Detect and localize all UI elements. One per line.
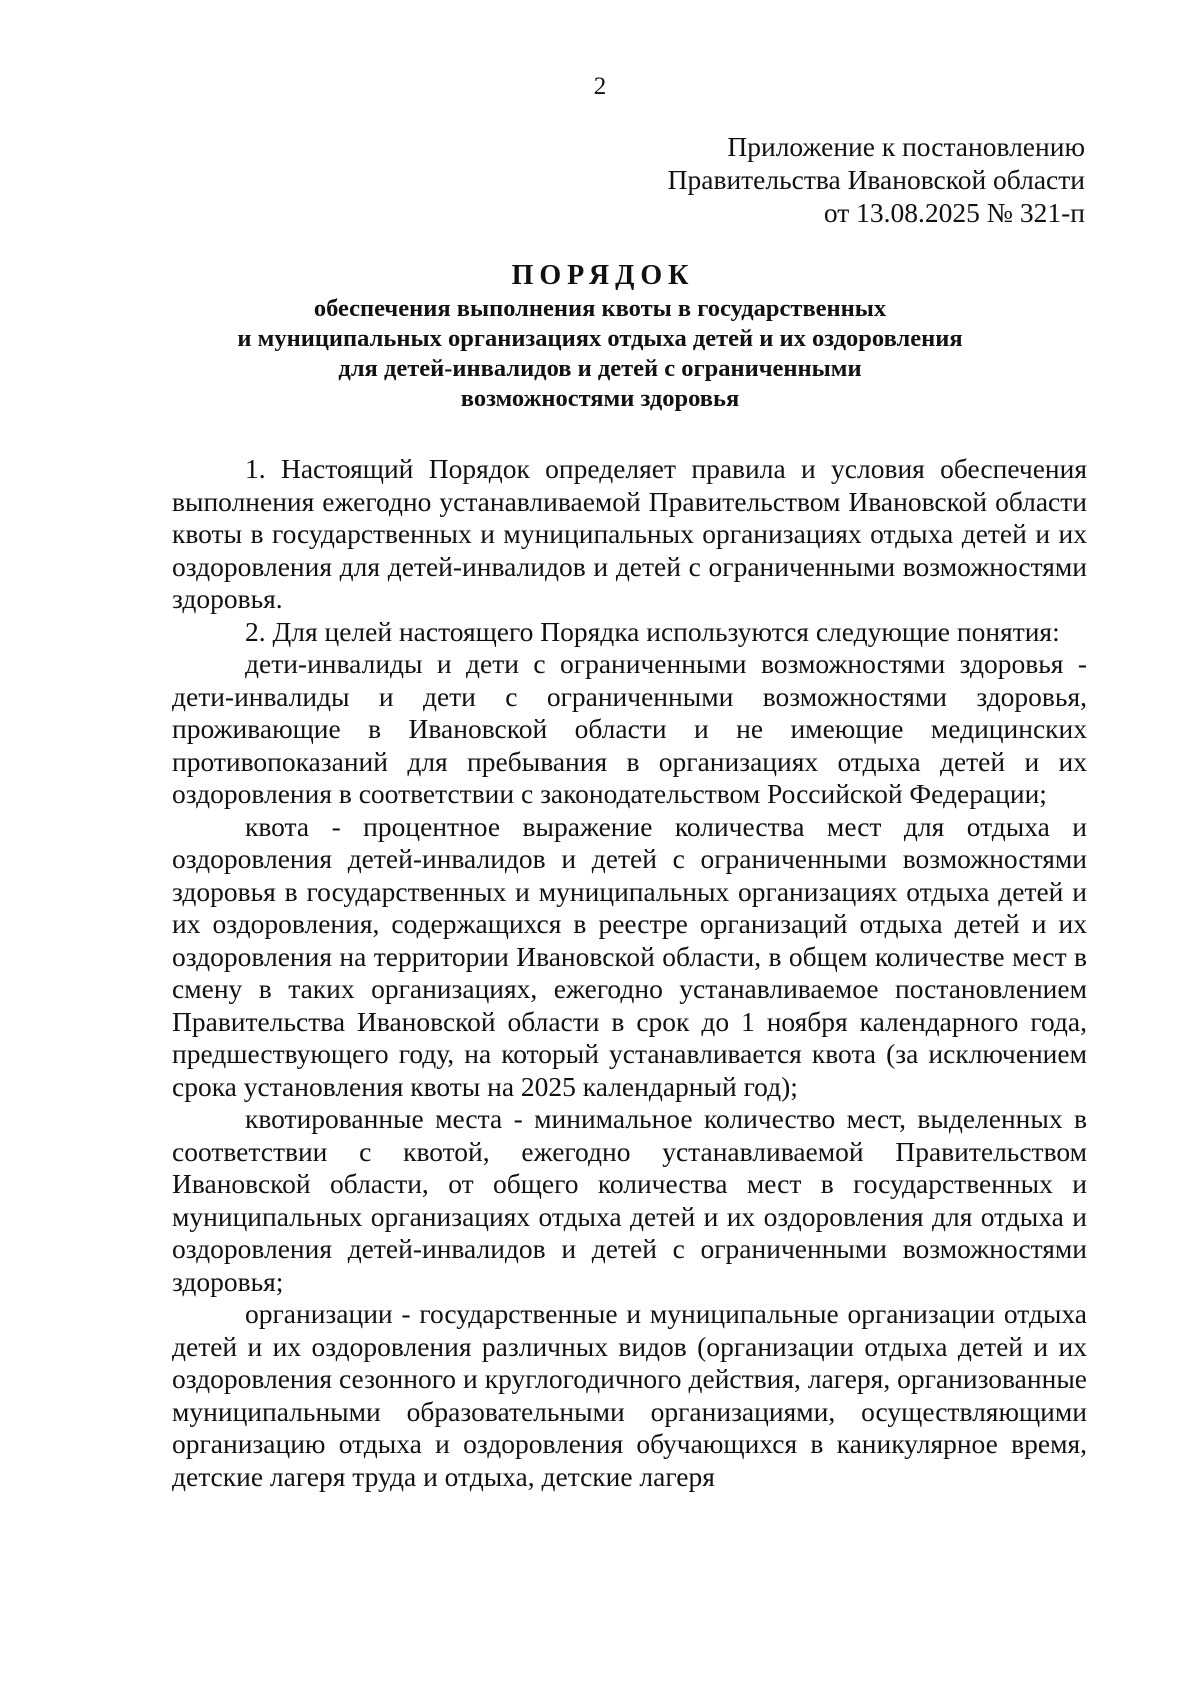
appendix-line: от 13.08.2025 № 321-п xyxy=(823,197,1085,228)
appendix-line: Приложение к постановлению xyxy=(727,131,1085,162)
definition-paragraph: дети-инвалиды и дети с ограниченными возможностями здоровья - дети-инвалиды и дети с ограниченными возможностями здоровья, проживающие в Ивановской области и не имеющие медицинских противопоказаний для пребывания в организациях отдыха детей и их оздоровления в соответствии с законодательством Российской Федерации; xyxy=(172,648,1087,809)
subtitle-line: для детей-инвалидов и детей с ограниченными xyxy=(338,355,862,382)
appendix-line: Правительства Ивановской области xyxy=(667,164,1085,195)
document-title: ПОРЯДОК xyxy=(511,260,695,291)
definition-paragraph: организации - государственные и муниципальные организации отдыха детей и их оздоровления различных видов (организации отдыха детей и их оздоровления сезонного и круглогодичного действия, лагеря, организованные муниципальными образовательными организациями, осуществляющими организацию отдыха и оздоровления обучающихся в каникулярное время, детские лагеря труда и отдыха, детские лагеря xyxy=(172,1298,1087,1492)
definition-paragraph: квотированные места - минимальное количество мест, выделенных в соответствии с квотой, ежегодно устанавливаемой Правительством Ивановской области, от общего количества мест в государственных и муниципальных организациях отдыха детей и их оздоровления для отдыха и оздоровления детей-инвалидов и детей с ограниченными возможностями здоровья; xyxy=(172,1103,1087,1297)
document-body xyxy=(172,453,1087,1493)
document-title-block xyxy=(140,258,1060,414)
subtitle-line: возможностями здоровья xyxy=(460,385,740,412)
paragraph-item-1: 1. Настоящий Порядок определяет правила и условия обеспечения выполнения ежегодно устанавливаемой Правительством Ивановской области квоты в государственных и муниципальных организациях отдыха детей и их оздоровления для детей-инвалидов и детей с ограниченными возможностями здоровья. xyxy=(172,453,1087,614)
subtitle-line: обеспечения выполнения квоты в государственных xyxy=(313,295,887,322)
paragraph-item-2: 2. Для целей настоящего Порядка используются следующие понятия: xyxy=(245,615,1060,647)
appendix-reference xyxy=(385,130,1085,229)
definition-paragraph: квота - процентное выражение количества мест для отдыха и оздоровления детей-инвалидов и детей с ограниченными возможностями здоровья в государственных и муниципальных организациях отдыха детей и их оздоровления, содержащихся в реестре организаций отдыха детей и их оздоровления на территории Ивановской области, в общем количестве мест в смену в таких организациях, ежегодно устанавливаемое постановлением Правительства Ивановской области в срок до 1 ноября календарного года, предшествующего году, на который устанавливается квота (за исключением срока установления квоты на 2025 календарный год); xyxy=(172,810,1087,1102)
page-number: 2 xyxy=(593,73,607,100)
document-subtitle xyxy=(140,294,1060,414)
subtitle-line: и муниципальных организациях отдыха детей и их оздоровления xyxy=(237,325,963,352)
